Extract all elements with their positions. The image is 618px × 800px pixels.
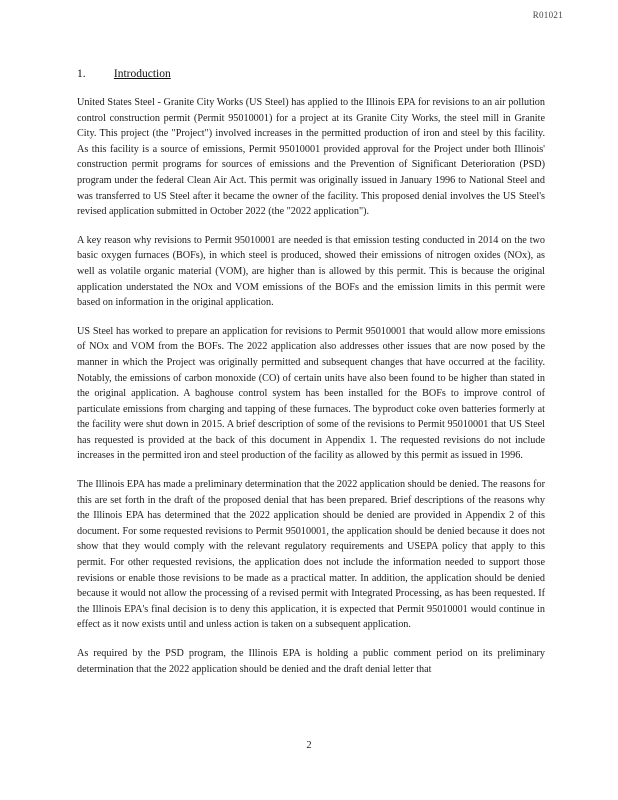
paragraph-application-overview: United States Steel - Granite City Works (US Steel) has applied to the Illinois EPA for revisions to an air pollution control construction permit (Permit 95010001) for a project at its Granite City Works, the steel mill in Granite City. This project (the "Project") involved increases in the permitted production of iron and steel by this facility. As this facility is a source of emissions, Permit 95010001 provided approval for the Project under both Illinois' construction permit programs for sources of emissions and the Prevention of Significant Deterioration (PSD) program under the federal Clean Air Act. This permit was originally issued in January 1996 to National Steel and was transferred to US Steel after it became the owner of the facility. This proposed denial involves the US Steel's revised application submitted in October 2022 (the "2022 application"). [77, 97, 545, 218]
section-title: Introduction [113, 68, 171, 80]
paragraph-public-comment: As required by the PSD program, the Illinois EPA is holding a public comment period on its preliminary determination that the 2022 application should be denied and the draft denial letter that [77, 648, 545, 675]
paragraph-preliminary-determination: The Illinois EPA has made a preliminary determination that the 2022 application should be denied. The reasons for this are set forth in the draft of the proposed denial that has been prepared. Brief descriptions of the reasons why the Illinois EPA has determined that the 2022 application should be denied are provided in Appendix 2 of this document. For some requested revisions to Permit 95010001, the application should be denied because it does not show that they would comply with the relevant regulatory requirements and USEPA policy that apply to this permit. For other requested revisions, the application does not include the information needed to support those revisions or enable those revisions to be made as a practical matter. In addition, the application should be denied because it would not allow the processing of a revised permit with Integrated Processing, as has been requested. If the Illinois EPA's final decision is to deny this application, it is expected that Permit 95010001 would continue in effect as it now exists until and unless action is taken on a subsequent application. [77, 479, 545, 631]
section-heading [77, 68, 171, 80]
document-code: R01021 [532, 10, 563, 20]
paragraph-emission-testing: A key reason why revisions to Permit 95010001 are needed is that emission testing conducted in 2014 on the two basic oxygen furnaces (BOFs), in which steel is produced, showed their emissions of nitrogen oxides (NOx), as well as volatile organic material (VOM), are higher than is allowed by this permit. This is because the original application understated the NOx and VOM emissions of the BOFs and the emission limits in this permit were based on information in the original application. [77, 234, 545, 309]
page-number: 2 [306, 740, 312, 751]
document-body [77, 95, 545, 690]
paragraph-requested-revisions: US Steel has worked to prepare an application for revisions to Permit 95010001 that would allow more emissions of NOx and VOM from the BOFs. The 2022 application also addresses other issues that are now posed by the manner in which the Project was originally permitted and subsequent changes that have occurred at the facility. Notably, the emissions of carbon monoxide (CO) of certain units have also been found to be higher than stated in the original application. A baghouse control system has been installed for the BOFs to improve control of particulate emissions from charging and tapping of these furnaces. The byproduct coke oven batteries formerly at the facility were shut down in 2015. A brief description of some of the revisions to Permit 95010001 that US Steel has requested is provided at the back of this document in Appendix 1. The requested revisions do not include increases in the permitted iron and steel production of the facility as allowed by this permit as issued in 1996. [77, 325, 545, 462]
section-number: 1. [77, 68, 86, 80]
